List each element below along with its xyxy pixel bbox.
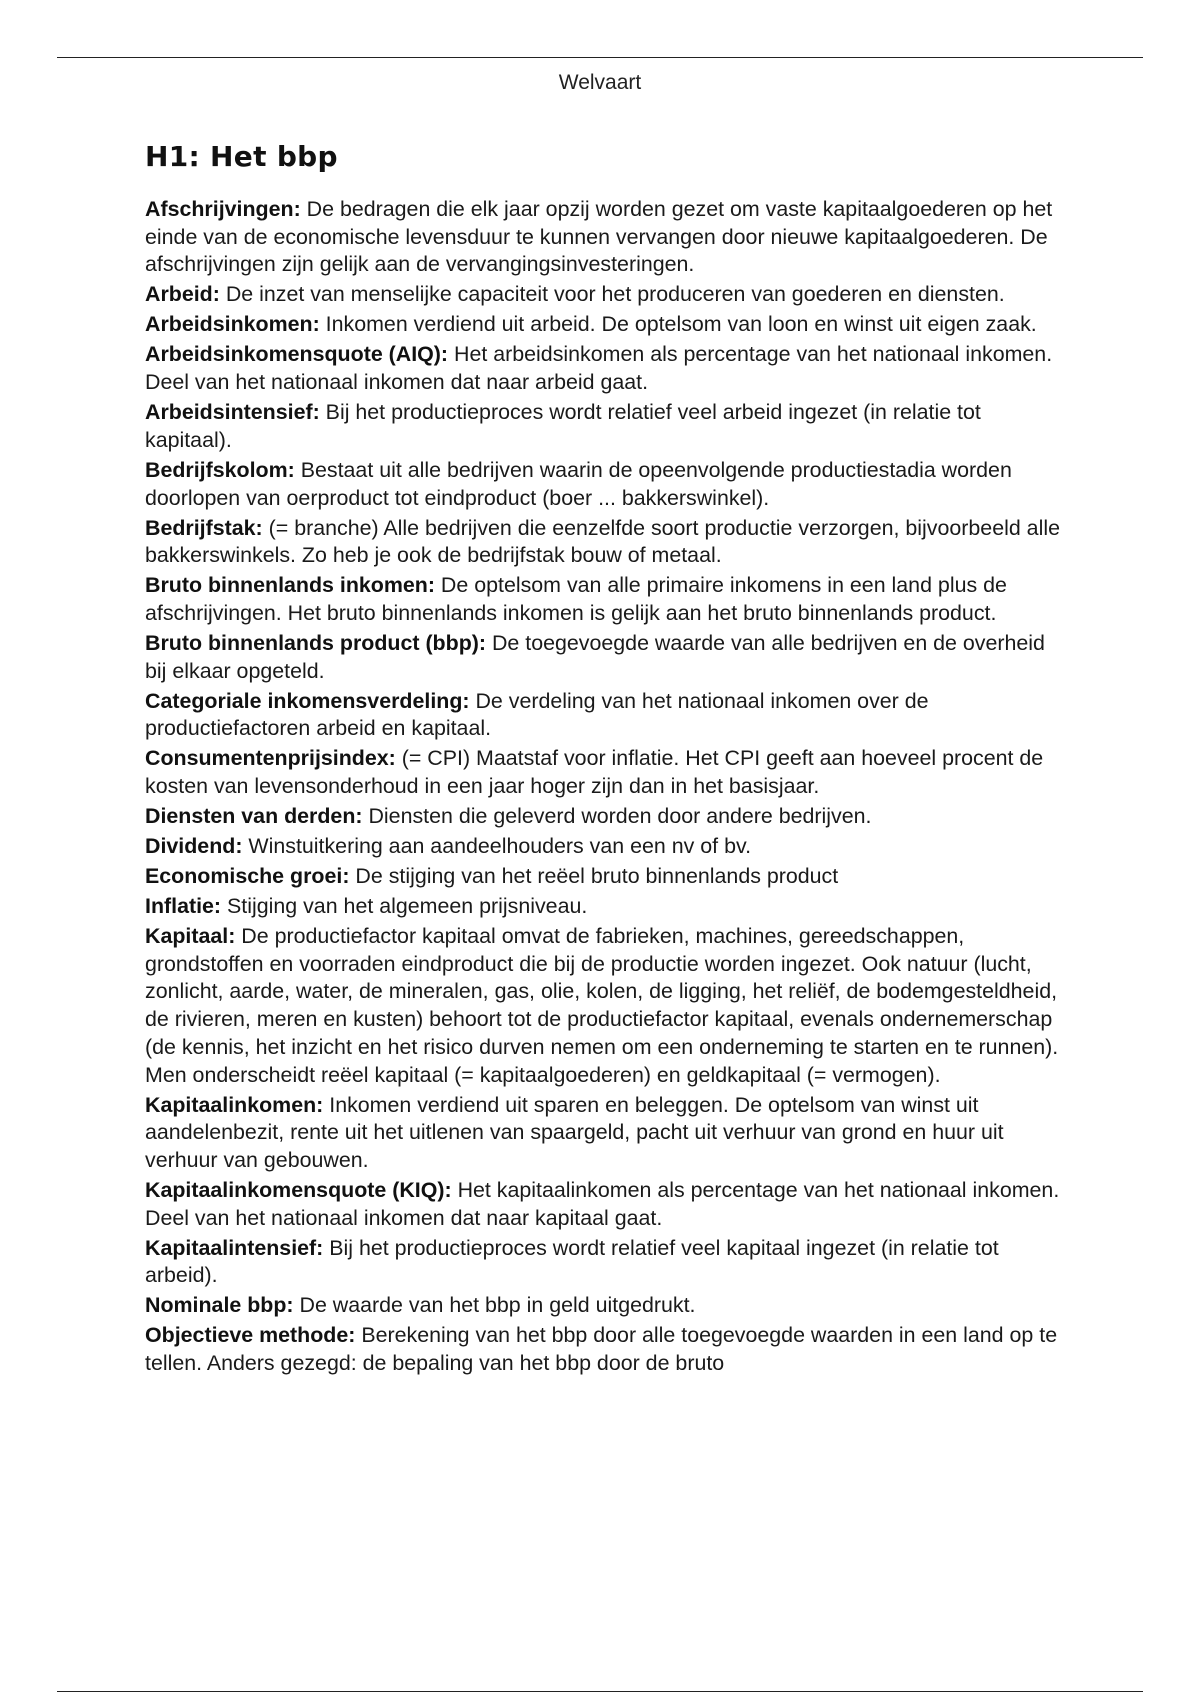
glossary-term: Bruto binnenlands product (bbp):	[145, 630, 487, 655]
glossary-definition: De verdeling van het nationaal inkomen over de productiefactoren arbeid en kapitaal.	[145, 688, 929, 741]
glossary-term: Dividend:	[145, 834, 243, 859]
glossary-definition: De bedragen die elk jaar opzij worden gezet om vaste kapitaalgoederen op het einde van de economische levensduur te kunnen vervangen door nieuwe kapitaalgoederen. De afschrijvingen zijn gelijk aan de vervangingsinvesteringen.	[145, 197, 1053, 277]
header-rule	[57, 57, 1143, 58]
glossary-entry	[145, 311, 1065, 339]
glossary-list	[145, 196, 1065, 1380]
glossary-definition: Bij het productieproces wordt relatief veel arbeid ingezet (in relatie tot kapitaal).	[145, 400, 981, 452]
glossary-term: Inflatie:	[145, 894, 222, 919]
glossary-definition: Bestaat uit alle bedrijven waarin de opeenvolgende productiestadia worden doorlopen van oerproduct tot eindproduct (boer ... bakkerswinkel).	[145, 457, 1012, 510]
glossary-term: Kapitaal:	[145, 924, 236, 949]
glossary-entry	[145, 1177, 1065, 1232]
glossary-definition: De toegevoegde waarde van alle bedrijven en de overheid bij elkaar opgeteld.	[145, 630, 1045, 683]
glossary-entry	[145, 630, 1065, 685]
glossary-definition: Diensten die geleverd worden door andere bedrijven.	[368, 804, 872, 829]
glossary-entry	[145, 863, 1065, 891]
glossary-entry	[145, 1092, 1065, 1175]
glossary-entry	[145, 196, 1065, 279]
glossary-definition: Het kapitaalinkomen als percentage van het nationaal inkomen. Deel van het nationaal inkomen dat naar kapitaal gaat.	[145, 1177, 1060, 1230]
glossary-entry	[145, 1235, 1065, 1290]
glossary-entry	[145, 688, 1065, 743]
glossary-definition: Inkomen verdiend uit sparen en beleggen. De optelsom van winst uit aandelenbezit, rente uit het uitlenen van spaargeld, pacht uit verhuur van grond en huur uit verhuur van gebouwen.	[145, 1092, 1004, 1172]
glossary-term: Bedrijfskolom:	[145, 457, 295, 482]
glossary-term: Diensten van derden:	[145, 804, 363, 829]
glossary-definition: (= branche) Alle bedrijven die eenzelfde soort productie verzorgen, bijvoorbeeld alle bakkerswinkels. Zo heb je ook de bedrijfstak bouw of metaal.	[145, 515, 1060, 568]
glossary-term: Bruto binnenlands inkomen:	[145, 573, 435, 598]
glossary-term: Kapitaalintensief:	[145, 1235, 324, 1260]
glossary-term: Arbeidsinkomen:	[145, 312, 320, 337]
glossary-definition: Inkomen verdiend uit arbeid. De optelsom van loon en winst uit eigen zaak.	[325, 312, 1037, 337]
glossary-definition: De productiefactor kapitaal omvat de fabrieken, machines, gereedschappen, grondstoffen en voorraden eindproduct die bij de productie worden ingezet. Ook natuur (lucht, zonlicht, aarde, water, de mineralen, gas, olie, kolen, de ligging, het reliëf, de bodemgesteldheid, de rivieren, meren en kusten) behoort tot de productiefactor kapitaal, evenals ondernemerschap (de kennis, het inzicht en het risico durven nemen om een onderneming te starten en te runnen). Men onderscheidt reëel kapitaal (= kapitaalgoederen) en geldkapitaal (= vermogen).	[145, 924, 1059, 1087]
glossary-term: Arbeidsintensief:	[145, 400, 320, 425]
glossary-term: Kapitaalinkomensquote (KIQ):	[145, 1177, 452, 1202]
glossary-definition: Berekening van het bbp door alle toegevoegde waarden in een land op te tellen. Anders gezegd: de bepaling van het bbp door de bruto	[145, 1323, 1058, 1376]
glossary-entry	[145, 1322, 1065, 1377]
glossary-term: Consumentenprijsindex:	[145, 746, 396, 771]
glossary-entry	[145, 803, 1065, 831]
glossary-definition: De waarde van het bbp in geld uitgedrukt.	[299, 1293, 696, 1318]
glossary-term: Arbeid:	[145, 282, 220, 307]
glossary-definition: De inzet van menselijke capaciteit voor het produceren van goederen en diensten.	[225, 282, 1005, 307]
glossary-entry	[145, 457, 1065, 512]
footer-rule	[57, 1691, 1143, 1692]
glossary-term: Kapitaalinkomen:	[145, 1092, 324, 1117]
glossary-entry	[145, 1292, 1065, 1320]
glossary-term: Afschrijvingen:	[145, 197, 301, 221]
glossary-entry	[145, 399, 1065, 454]
glossary-entry	[145, 745, 1065, 800]
glossary-entry	[145, 833, 1065, 861]
running-header: Welvaart	[558, 71, 642, 94]
glossary-term: Economische groei:	[145, 864, 350, 889]
page-title: H1: Het bbp	[145, 140, 338, 173]
glossary-entry	[145, 281, 1065, 309]
glossary-definition: Bij het productieproces wordt relatief veel kapitaal ingezet (in relatie tot arbeid).	[145, 1235, 999, 1288]
glossary-definition: De stijging van het reëel bruto binnenlands product	[355, 864, 839, 889]
glossary-definition: Stijging van het algemeen prijsniveau.	[227, 894, 588, 919]
glossary-term: Categoriale inkomensverdeling:	[145, 688, 470, 713]
glossary-term: Nominale bbp:	[145, 1293, 294, 1318]
glossary-definition: De optelsom van alle primaire inkomens in een land plus de afschrijvingen. Het bruto binnenlands inkomen is gelijk aan het bruto binnenlands product.	[145, 573, 1007, 625]
glossary-definition: Winstuitkering aan aandeelhouders van een nv of bv.	[248, 834, 752, 859]
glossary-entry	[145, 515, 1065, 570]
glossary-entry	[145, 893, 1065, 921]
glossary-entry	[145, 572, 1065, 627]
glossary-definition: (= CPI) Maatstaf voor inflatie. Het CPI geeft aan hoeveel procent de kosten van levensonderhoud in een jaar hoger zijn dan in het basisjaar.	[145, 746, 1044, 799]
glossary-entry	[145, 923, 1065, 1089]
glossary-term: Bedrijfstak:	[145, 515, 263, 540]
glossary-term: Objectieve methode:	[145, 1323, 356, 1348]
glossary-term: Arbeidsinkomensquote (AIQ):	[145, 342, 449, 367]
glossary-definition: Het arbeidsinkomen als percentage van het nationaal inkomen. Deel van het nationaal inkomen dat naar arbeid gaat.	[145, 342, 1053, 395]
glossary-entry	[145, 341, 1065, 396]
